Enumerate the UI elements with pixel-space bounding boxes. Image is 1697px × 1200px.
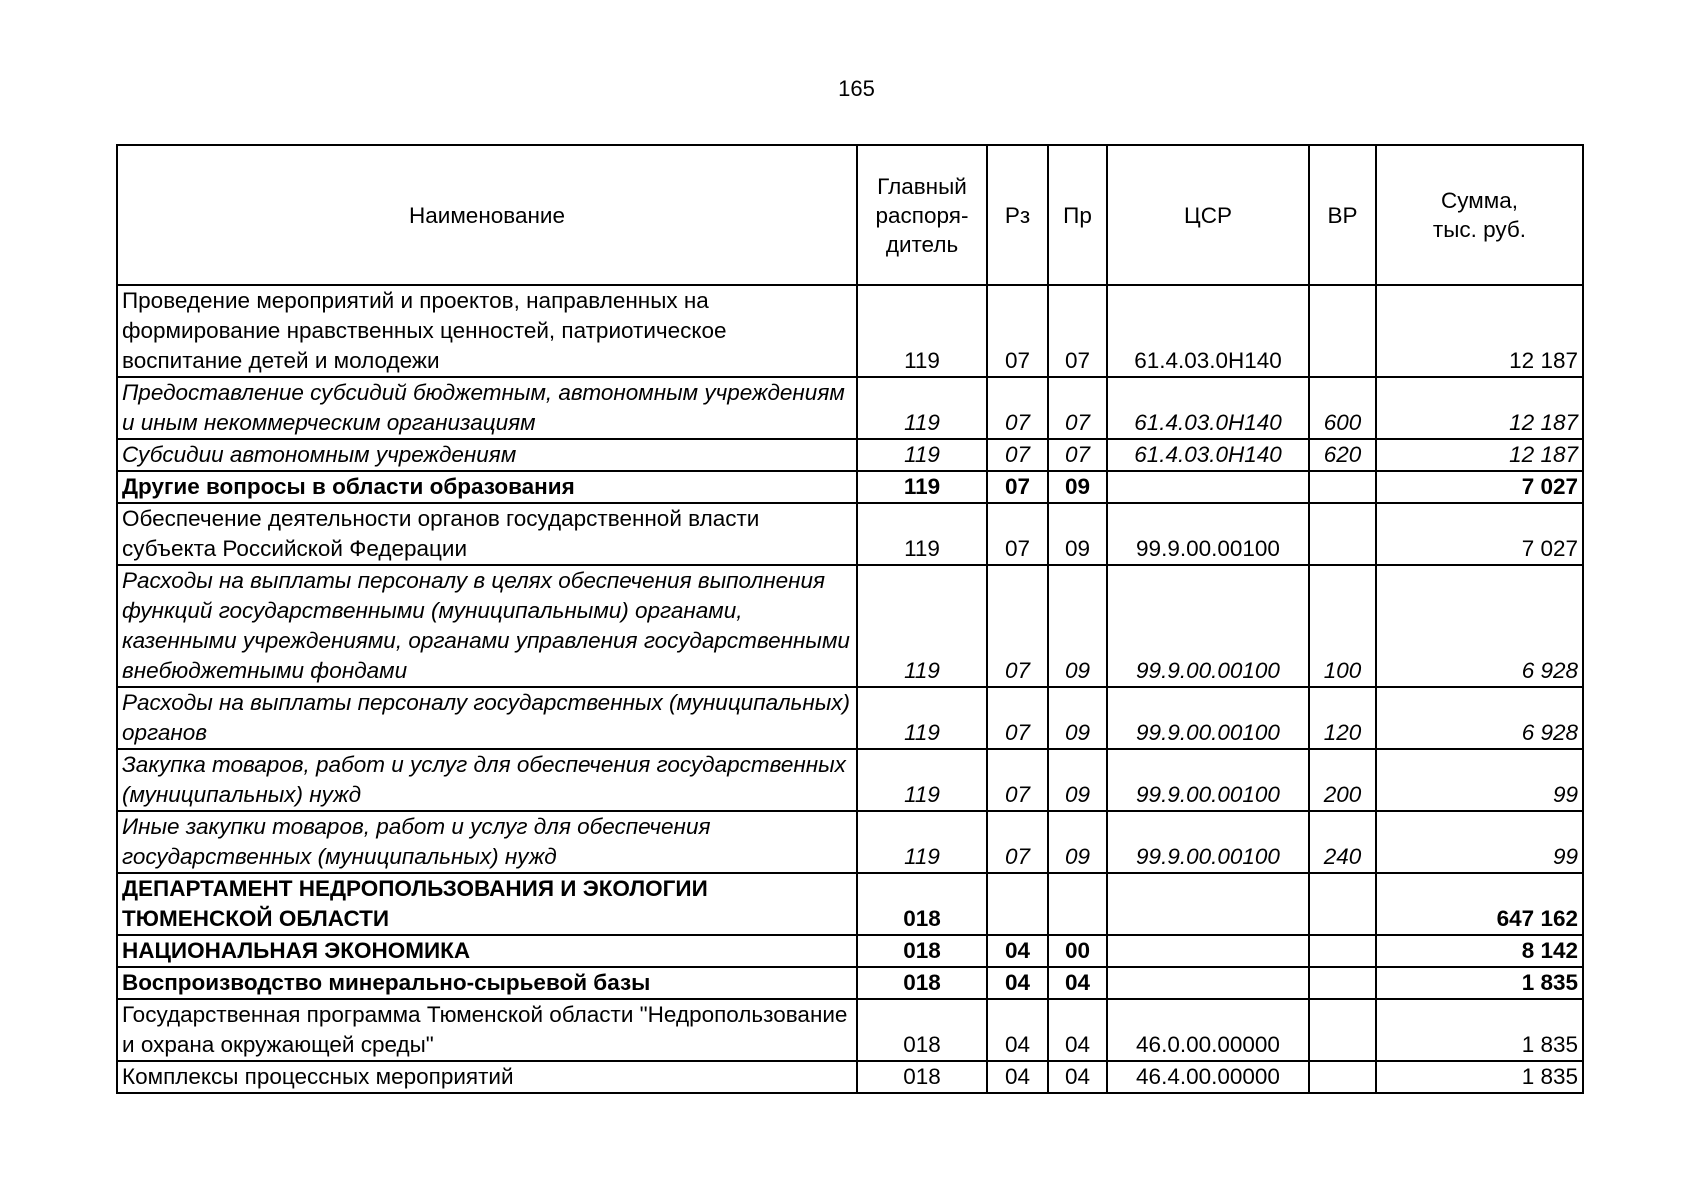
cell-target-item: 61.4.03.0Н140: [1107, 377, 1309, 439]
cell-chief-administrator: 119: [857, 471, 987, 503]
header-amount: Сумма, тыс. руб.: [1376, 145, 1583, 285]
cell-section: 04: [987, 999, 1048, 1061]
cell-expense-type: [1309, 873, 1376, 935]
cell-target-item: 99.9.00.00100: [1107, 565, 1309, 687]
cell-section: 07: [987, 471, 1048, 503]
cell-name: Обеспечение деятельности органов государственной власти субъекта Российской Федерации: [117, 503, 857, 565]
cell-amount: 6 928: [1376, 687, 1583, 749]
cell-chief-administrator: 119: [857, 439, 987, 471]
cell-chief-administrator: 119: [857, 687, 987, 749]
cell-expense-type: [1309, 999, 1376, 1061]
cell-expense-type: [1309, 967, 1376, 999]
header-expense-type: ВР: [1309, 145, 1376, 285]
page-number: 165: [838, 76, 875, 101]
cell-name: Расходы на выплаты персоналу в целях обеспечения выполнения функций государственными (муниципальными) органами, казенными учреждениями, органами управления государственными внебюджетными фондами: [117, 565, 857, 687]
cell-subsection: 04: [1048, 967, 1107, 999]
budget-table: [116, 144, 1584, 1094]
cell-target-item: 99.9.00.00100: [1107, 749, 1309, 811]
cell-expense-type: 100: [1309, 565, 1376, 687]
cell-name: Государственная программа Тюменской области "Недропользование и охрана окружающей среды": [117, 999, 857, 1061]
cell-chief-administrator: 119: [857, 503, 987, 565]
cell-expense-type: [1309, 285, 1376, 377]
cell-amount: 12 187: [1376, 377, 1583, 439]
cell-amount: 7 027: [1376, 503, 1583, 565]
cell-section: 04: [987, 967, 1048, 999]
cell-amount: 1 835: [1376, 1061, 1583, 1093]
cell-section: 07: [987, 565, 1048, 687]
cell-target-item: [1107, 471, 1309, 503]
cell-amount: 1 835: [1376, 999, 1583, 1061]
cell-target-item: [1107, 873, 1309, 935]
cell-target-item: [1107, 935, 1309, 967]
cell-expense-type: [1309, 1061, 1376, 1093]
cell-name: НАЦИОНАЛЬНАЯ ЭКОНОМИКА: [117, 935, 857, 967]
header-section: Рз: [987, 145, 1048, 285]
table-row: [117, 811, 1583, 873]
cell-chief-administrator: 018: [857, 999, 987, 1061]
cell-target-item: 99.9.00.00100: [1107, 687, 1309, 749]
cell-subsection: 09: [1048, 471, 1107, 503]
cell-subsection: 00: [1048, 935, 1107, 967]
cell-name: Субсидии автономным учреждениям: [117, 439, 857, 471]
cell-name: Проведение мероприятий и проектов, направленных на формирование нравственных ценностей, патриотическое воспитание детей и молодежи: [117, 285, 857, 377]
cell-amount: 12 187: [1376, 439, 1583, 471]
cell-name: Другие вопросы в области образования: [117, 471, 857, 503]
cell-subsection: [1048, 873, 1107, 935]
cell-expense-type: [1309, 471, 1376, 503]
cell-target-item: [1107, 967, 1309, 999]
cell-section: 07: [987, 749, 1048, 811]
cell-target-item: 61.4.03.0Н140: [1107, 439, 1309, 471]
cell-target-item: 99.9.00.00100: [1107, 811, 1309, 873]
cell-section: 07: [987, 811, 1048, 873]
cell-subsection: 04: [1048, 999, 1107, 1061]
cell-chief-administrator: 018: [857, 1061, 987, 1093]
table-row: [117, 873, 1583, 935]
table-row: [117, 749, 1583, 811]
cell-target-item: 61.4.03.0Н140: [1107, 285, 1309, 377]
cell-subsection: 07: [1048, 285, 1107, 377]
cell-chief-administrator: 018: [857, 967, 987, 999]
table-row: [117, 999, 1583, 1061]
header-subsection: Пр: [1048, 145, 1107, 285]
cell-expense-type: [1309, 935, 1376, 967]
cell-chief-administrator: 119: [857, 285, 987, 377]
table-body: [117, 285, 1583, 1093]
cell-subsection: 09: [1048, 503, 1107, 565]
table-header-row: [117, 145, 1583, 285]
table-row: [117, 285, 1583, 377]
cell-chief-administrator: 018: [857, 935, 987, 967]
cell-expense-type: 600: [1309, 377, 1376, 439]
cell-expense-type: 240: [1309, 811, 1376, 873]
cell-amount: 99: [1376, 749, 1583, 811]
cell-chief-administrator: 119: [857, 811, 987, 873]
cell-amount: 1 835: [1376, 967, 1583, 999]
cell-name: Воспроизводство минерально-сырьевой базы: [117, 967, 857, 999]
cell-section: 07: [987, 687, 1048, 749]
cell-section: 04: [987, 1061, 1048, 1093]
cell-name: Иные закупки товаров, работ и услуг для обеспечения государственных (муниципальных) нужд: [117, 811, 857, 873]
cell-section: 07: [987, 439, 1048, 471]
table-row: [117, 687, 1583, 749]
table-row: [117, 377, 1583, 439]
table-row: [117, 503, 1583, 565]
cell-chief-administrator: 119: [857, 749, 987, 811]
cell-chief-administrator: 018: [857, 873, 987, 935]
cell-subsection: 07: [1048, 439, 1107, 471]
cell-chief-administrator: 119: [857, 377, 987, 439]
cell-amount: 647 162: [1376, 873, 1583, 935]
cell-amount: 7 027: [1376, 471, 1583, 503]
cell-subsection: 04: [1048, 1061, 1107, 1093]
cell-amount: 12 187: [1376, 285, 1583, 377]
cell-subsection: 07: [1048, 377, 1107, 439]
cell-target-item: 46.0.00.00000: [1107, 999, 1309, 1061]
cell-name: Закупка товаров, работ и услуг для обеспечения государственных (муниципальных) нужд: [117, 749, 857, 811]
cell-chief-administrator: 119: [857, 565, 987, 687]
table-row: [117, 1061, 1583, 1093]
cell-amount: 6 928: [1376, 565, 1583, 687]
cell-name: Предоставление субсидий бюджетным, автономным учреждениям и иным некоммерческим организациям: [117, 377, 857, 439]
cell-section: 04: [987, 935, 1048, 967]
table-row: [117, 565, 1583, 687]
header-name: Наименование: [117, 145, 857, 285]
cell-subsection: 09: [1048, 687, 1107, 749]
cell-expense-type: 120: [1309, 687, 1376, 749]
cell-section: 07: [987, 377, 1048, 439]
table-row: [117, 439, 1583, 471]
cell-section: 07: [987, 285, 1048, 377]
cell-amount: 8 142: [1376, 935, 1583, 967]
cell-section: 07: [987, 503, 1048, 565]
table-row: [117, 967, 1583, 999]
cell-name: ДЕПАРТАМЕНТ НЕДРОПОЛЬЗОВАНИЯ И ЭКОЛОГИИ ТЮМЕНСКОЙ ОБЛАСТИ: [117, 873, 857, 935]
cell-subsection: 09: [1048, 811, 1107, 873]
cell-amount: 99: [1376, 811, 1583, 873]
cell-target-item: 46.4.00.00000: [1107, 1061, 1309, 1093]
cell-expense-type: [1309, 503, 1376, 565]
cell-section: [987, 873, 1048, 935]
cell-expense-type: 620: [1309, 439, 1376, 471]
cell-name: Комплексы процессных мероприятий: [117, 1061, 857, 1093]
table-row: [117, 471, 1583, 503]
cell-subsection: 09: [1048, 749, 1107, 811]
cell-subsection: 09: [1048, 565, 1107, 687]
cell-name: Расходы на выплаты персоналу государственных (муниципальных) органов: [117, 687, 857, 749]
cell-target-item: 99.9.00.00100: [1107, 503, 1309, 565]
table-row: [117, 935, 1583, 967]
header-chief-administrator: Главный распоря- дитель: [857, 145, 987, 285]
cell-expense-type: 200: [1309, 749, 1376, 811]
header-target-item: ЦСР: [1107, 145, 1309, 285]
